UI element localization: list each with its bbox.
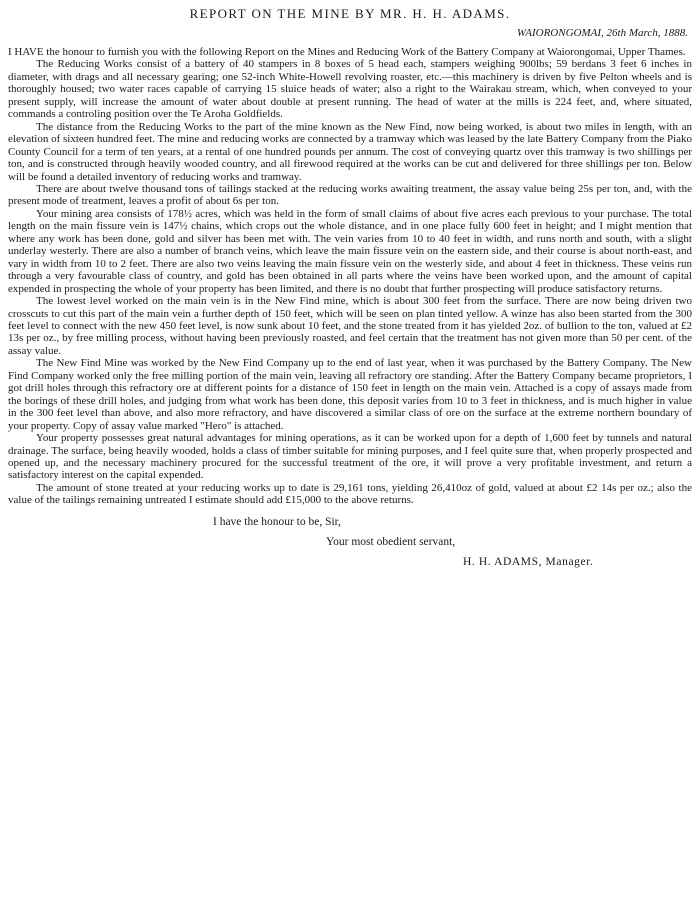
dateline: WAIORONGOMAI, 26th March, 1888. (516, 27, 688, 39)
closing-salutation: Your most obedient servant, (326, 535, 456, 548)
report-title: REPORT ON THE MINE BY MR. H. H. ADAMS. (189, 6, 511, 21)
signoff (8, 515, 692, 569)
paragraph-lowest-level: The lowest level worked on the main vein is in the New Find mine, which is about 300 feet from the surface. There are now being driven two crosscuts to cut this part of the main vein a further depth of 150 feet, which will be seen on plan tinted yellow. A winze has also been started from the 300 feet level to connect with the new 450 feet level, is now sunk about 10 feet, and the stone treated from it has yielded 2oz. of bullion to the ton, valued at £2 13s per oz., by free milling process, without having been previously roasted, and feel certain that the treatment has not given more than 50 per cent. of the assay value. (8, 295, 692, 357)
paragraph-tramway: The distance from the Reducing Works to the part of the mine known as the New Find, now being worked, is about two miles in length, with an elevation of sixteen hundred feet. The mine and reducing works are connected by a tramway which was leased by the late Battery Company from the Piako County Council for a term of ten years, at a rental of one hundred pounds per annum. The cost of conveying quartz over this tramway is two shillings per ton, and is constructed through heavily wooded country, and all firewood required at the works can be cut and delivered for three shillings per ton. Below will be found a detailed inventory of reducing works and tramway. (8, 120, 693, 183)
paragraph-advantages: Your property possesses great natural advantages for mining operations, as it can be worked upon for a depth of 1,600 feet by tunnels and natural drainage. The surface, being heavily wooded, holds a class of timber suitable for mining purposes, and I feel quite sure that, when properly prospected and opened up, and the necessary machinery procured for the successful treatment of the ore, it will prove a very profitable investment, and return a satisfactory interest on the capital expended. (8, 432, 692, 482)
paragraph-returns: The amount of stone treated at your reducing works up to date is 29,161 tons, yielding 26,410oz of gold, valued at about £2 14s per oz.; also the value of the tailings remaining untreated I estimate should add £15,000 to the above returns. (8, 481, 692, 507)
paragraph-new-find-mine: The New Find Mine was worked by the New Find Company up to the end of last year, when it was purchased by the Battery Company. The New Find Company worked only the free milling portion of the main vein, leaving all refractory ore standing. After the Battery Company became proprietors, I got drill holes through this refractory ore at different points for a distance of 150 feet in length on the main vein. Attached is a copy of assays made from the borings of these drill holes, and judging from what work has been done, this deposit varies from 10 to 3 feet in thickness, and is much higher in value in the 300 feet level than above, and also more refractory, and have discovered a similar class of ore on the surface at the extreme northern boundary of your property. Copy of assay value marked "Hero" is attached. (8, 357, 692, 432)
paragraph-reducing-works: The Reducing Works consist of a battery of 40 stampers in 8 boxes of 5 head each, stampers weighing 900lbs; 59 berdans 3 feet 6 inches in diameter, with drags and all necessary gearing; one 52-inch White-Howell revolving roaster, etc.—this machinery is driven by five Pelton wheels and is thoroughly housed; two water races capable of carrying 15 sluice heads of water; also a right to the Wairakau stream, which, when conveyed to your present supply, will increase the amount of water about double at present running. The head of water at the mills is 224 feet, and, where situated, commands a controling position over the Te Aroha Goldfields. (8, 58, 692, 121)
paragraph-mining-area: Your mining area consists of 178½ acres, which was held in the form of small claims of about five acres each previous to your purchase. The total length on the main fissure vein is 147½ chains, which crops out the whole distance, and in one place fully 600 feet in height; and I might mention that where any work has been done, gold and silver has been met with. The vein varies from 10 to 40 feet in width, and runs north and south, with a slight underlay westerly. There are also a number of branch veins, which leave the main fissure vein on the eastern side, and their course is about north-east, and vary in width from 10 to 2 feet. There are also two veins leaving the main fissure vein on the westerly side, and about 4 feet in thickness. These veins run through a very favourable class of country, and gold has been obtained in all parts where the veins have been worked upon, and the amount of capital expended in prospecting the whole of your property has been limited, and there is no doubt that further prospecting will produce satisfactory returns. (8, 207, 692, 295)
paragraph-intro: I HAVE the honour to furnish you with the following Report on the Mines and Reducing Work of the Battery Company at Waiorongomai, Upper Thames. (8, 46, 686, 58)
paragraph-tailings: There are about twelve thousand tons of tailings stacked at the reducing works awaiting treatment, the assay value being 25s per ton, and, with the present mode of treatment, leaves a profit of about 6s per ton. (8, 182, 692, 208)
signature: H. H. ADAMS, Manager. (463, 555, 594, 568)
closing-line: I have the honour to be, Sir, (213, 515, 341, 528)
report-body (8, 46, 692, 507)
